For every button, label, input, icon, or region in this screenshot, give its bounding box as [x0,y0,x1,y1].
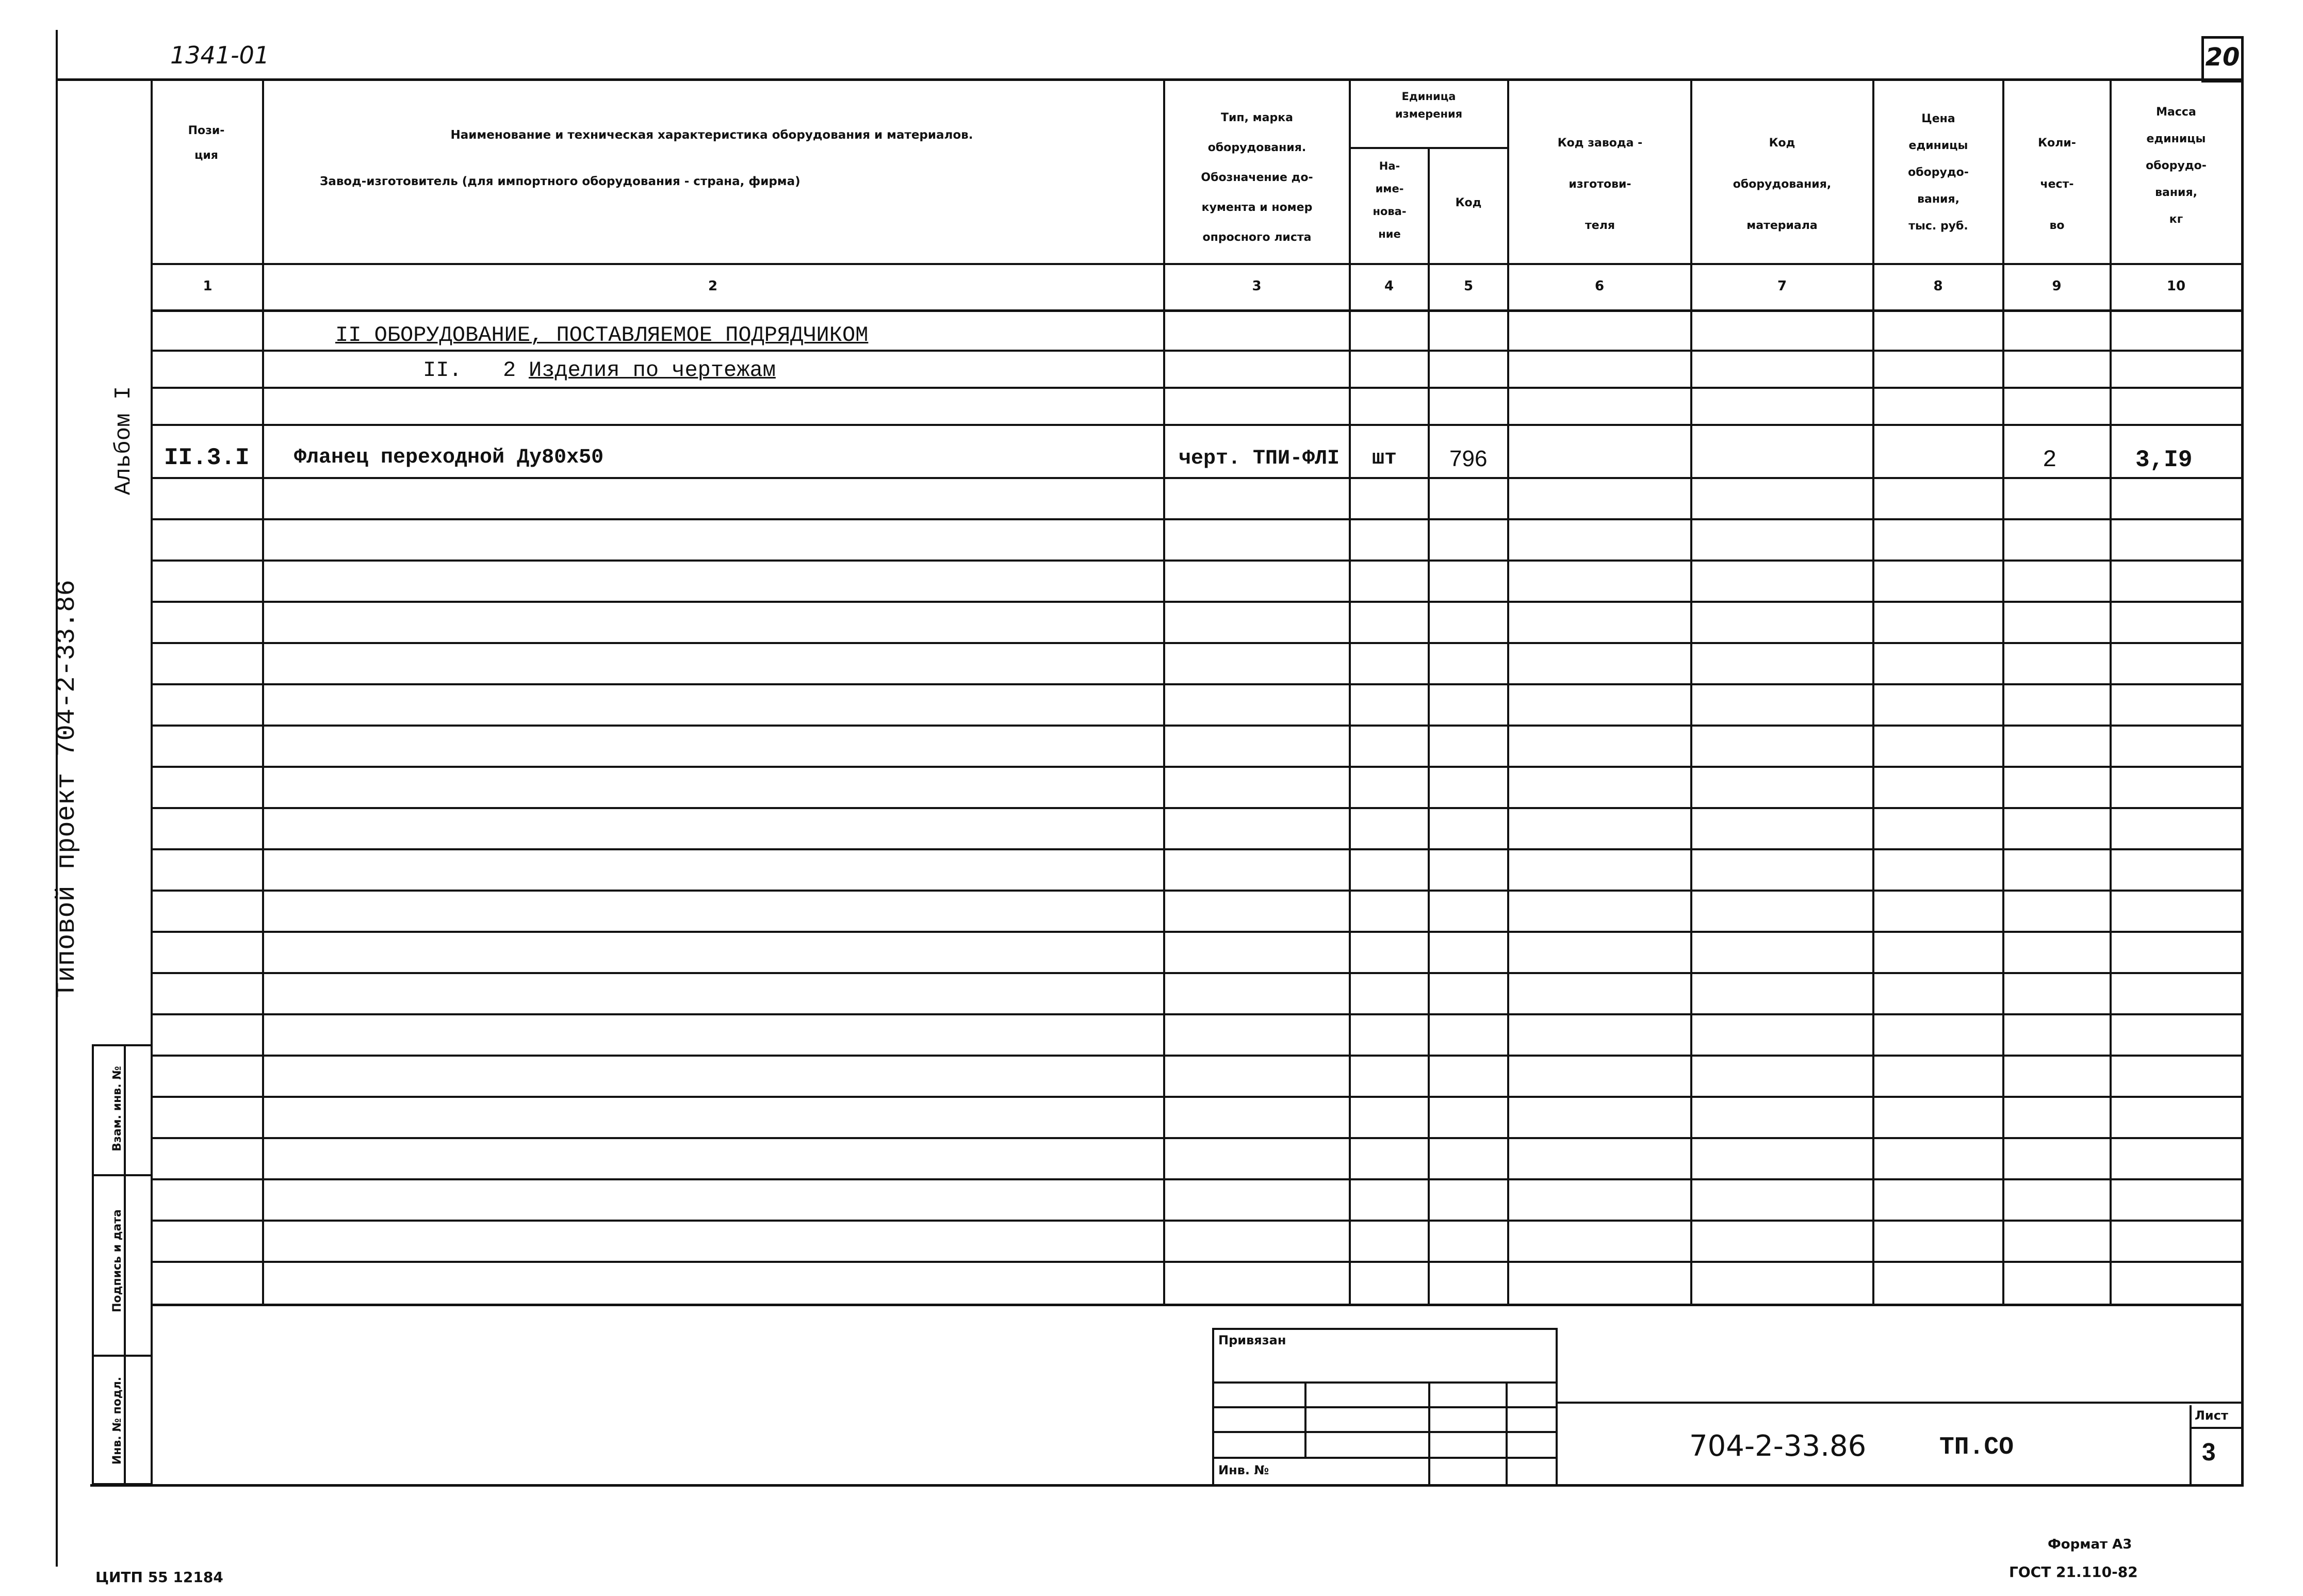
stamp-label-inv: Инв. № подл. [111,1376,124,1465]
page-number: 20 [2205,43,2240,72]
col-header-unit: Единица измерения [1395,90,1463,120]
col-number-9: 9 [2052,278,2062,294]
col-header-position: Пози- ция [188,124,225,162]
col-header-name-line1: Наименование и техническая характеристика оборудования и материалов. [450,128,973,142]
table-row-line [152,1055,2242,1057]
col-number-7: 7 [1777,278,1787,294]
col-header-unit-code: Код [1455,196,1482,209]
section-heading: II ОБОРУДОВАНИЕ, ПОСТАВЛЯЕМОЕ ПОДРЯДЧИКОМ [335,323,869,348]
col-header-equipment-code: Код оборудования, материала [1733,137,1832,232]
subsection-number: 2 [503,358,516,383]
privyazan-col-1 [1304,1381,1306,1459]
col-number-5: 5 [1463,278,1474,294]
left-stamp-div-1 [94,1174,152,1176]
privyazan-col-3 [1506,1381,1508,1485]
row-quantity: 2 [2043,447,2057,473]
table-row-line [152,1261,2242,1263]
col-line-2 [1163,78,1165,1306]
col-line-8 [2002,78,2004,1306]
sheet-number: 3 [2202,1439,2216,1466]
table-row-line [152,972,2242,974]
table-row-line [152,387,2242,389]
table-row-line [152,683,2242,685]
sheet-number-box [2190,1405,2241,1485]
col-line-3 [1349,78,1351,1306]
table-row-line [152,1137,2242,1139]
frame-bottom-line [90,1484,2244,1487]
table-row-line [152,1220,2242,1222]
document-code: 704-2-33.86 [1689,1429,1867,1463]
sheet-code-handwritten: 1341-01 [170,41,270,69]
col-number-10: 10 [2166,278,2186,294]
subsection-title: Изделия по чертежам [529,358,776,383]
footer-format: Формат А3 [2048,1537,2132,1552]
table-row-line [152,1096,2242,1098]
table-row-line [152,424,2242,426]
col-line-7 [1872,78,1874,1306]
col-header-quantity: Коли- чест- во [2038,137,2076,232]
col-header-name-line2: Завод-изготовитель (для импортного оборудования - страна, фирма) [320,175,801,188]
col-number-8: 8 [1933,278,1943,294]
table-row-line [152,848,2242,850]
row-name: Фланец переходной Ду80х50 [294,446,604,469]
table-row-line [152,560,2242,562]
header-bottom-line [152,263,2242,265]
row-position: II.3.I [164,445,250,471]
footer-gost: ГОСТ 21.110-82 [2009,1564,2138,1581]
col-number-3: 3 [1252,278,1262,294]
document-suffix: ТП.СО [1939,1434,2014,1461]
inv-no-label: Инв. № [1218,1463,1269,1477]
table-row-line [152,725,2242,727]
row-type: черт. ТПИ-ФЛI [1179,447,1340,470]
col-header-price: Цена единицы оборудо- вания, тыс. руб. [1908,112,1969,233]
table-row-line [152,477,2242,479]
row-unit-code: 796 [1449,446,1488,471]
subsection-prefix: II. [423,358,462,383]
table-row-line [152,766,2242,768]
unit-header-divider [1349,147,1509,149]
frame-right-line [2241,78,2244,1486]
table-row-line [152,1178,2242,1180]
table-row-line [152,518,2242,520]
table-row-line [152,642,2242,644]
row-mass: 3,I9 [2135,447,2193,473]
frame-top-line [57,78,2244,81]
number-row-bottom-line [152,309,2242,312]
table-row-line [152,931,2242,933]
privyazan-block [1212,1328,1558,1485]
table-row-line [152,1304,2242,1306]
col-number-6: 6 [1594,278,1605,294]
col-line-9 [2110,78,2112,1306]
col-line-1 [262,78,264,1306]
table-row-line [152,1013,2242,1015]
privyazan-label: Привязан [1218,1333,1286,1347]
project-label: Типовой проект 704-2-33.86 [52,580,82,998]
table-row-line [152,601,2242,603]
title-strip-top [1558,1402,2244,1404]
sheet-number-divider [2192,1427,2241,1429]
col-header-unit-name: На- име- нова- ние [1373,160,1407,240]
album-label: Альбом I [111,386,137,495]
col-header-maker-code: Код завода - изготови- теля [1557,137,1643,232]
table-row-line [152,890,2242,892]
stamp-label-vzam: Взам. инв. № [111,1066,124,1151]
col-header-type: Тип, марка оборудования. Обозначение до- кумента и номер опросного листа [1201,111,1313,244]
stamp-label-podpis: Подпись и дата [111,1209,124,1312]
footer-left: ЦИТП 55 12184 [95,1569,223,1586]
col-line-6 [1690,78,1692,1306]
privyazan-col-2 [1428,1381,1430,1485]
col-number-4: 4 [1384,278,1394,294]
page-number-box [2201,36,2244,83]
row-unit: шт [1372,447,1397,470]
table-row-line [152,807,2242,809]
col-number-1: 1 [203,278,213,294]
col-line-5 [1507,78,1509,1306]
col-number-2: 2 [708,278,718,294]
col-header-mass: Масса единицы оборудо- вания, кг [2146,106,2207,226]
sheet-label: Лист [2195,1408,2228,1423]
